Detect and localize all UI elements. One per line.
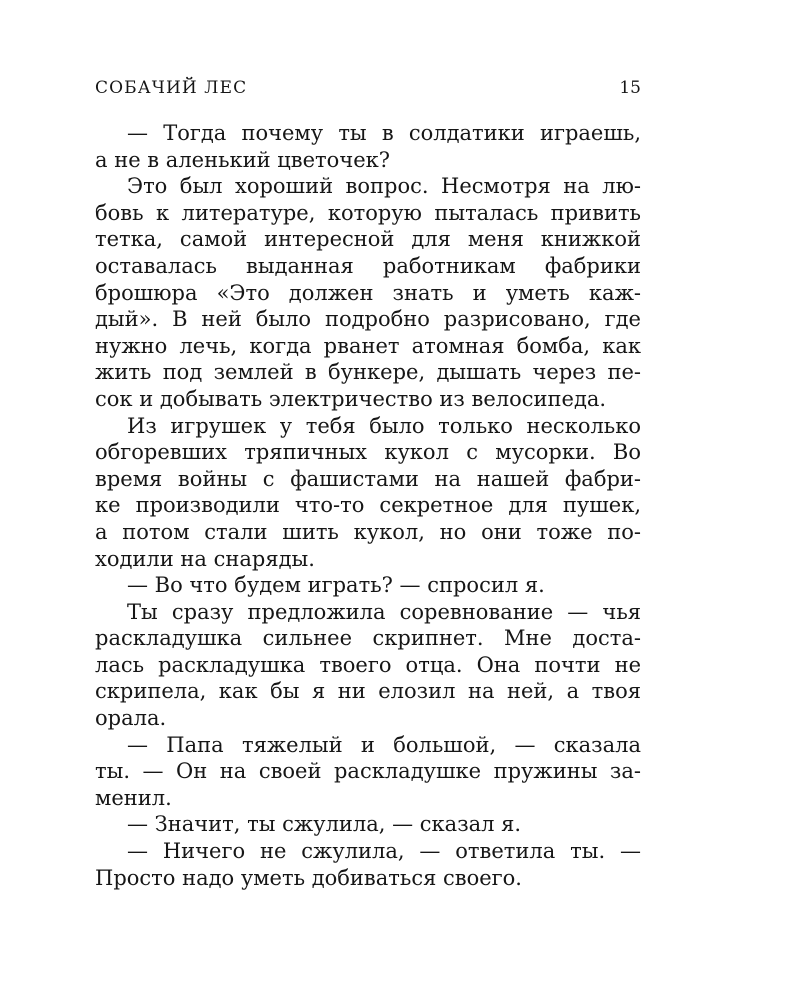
text-line: ходили на снаряды.	[95, 546, 315, 571]
text-line: орала.	[95, 706, 167, 731]
running-head	[95, 76, 641, 100]
text-line: — Во что будем играть? — спросил я.	[127, 573, 545, 598]
text-line: менил.	[95, 785, 172, 810]
text-line: дый». В ней было подробно разрисовано, где	[95, 307, 641, 332]
text-line: бовь к литературе, которую пыталась привить	[95, 200, 641, 225]
text-line: а потом стали шить кукол, но они тоже по-	[95, 519, 641, 544]
body-text	[95, 120, 641, 891]
text-line: ты. — Он на своей раскладушке пружины за-	[95, 759, 641, 784]
text-line: лась раскладушка твоего отца. Она почти не	[95, 652, 641, 677]
text-line: брошюра «Это должен знать и уметь каж-	[95, 280, 641, 305]
text-line: сок и добывать электричество из велосипеда.	[95, 386, 607, 411]
text-line: а не в аленький цветочек?	[95, 147, 391, 172]
running-title: СОБАЧИЙ ЛЕС	[95, 78, 248, 98]
text-line: Просто надо уметь добиваться своего.	[95, 865, 522, 890]
text-line: тетка, самой интересной для меня книжкой	[95, 227, 641, 252]
text-line: Ты сразу предложила соревнование — чья	[127, 599, 641, 624]
text-line: Это был хороший вопрос. Несмотря на лю-	[127, 174, 641, 199]
text-line: ке производили что-то секретное для пушек,	[95, 493, 641, 518]
text-line: оставалась выданная работникам фабрики	[95, 253, 641, 278]
text-line: Из игрушек у тебя было только несколько	[127, 413, 641, 438]
text-line: жить под землей в бункере, дышать через пе-	[95, 360, 641, 385]
text-line: обгоревших тряпичных кукол с мусорки. Во	[95, 440, 641, 465]
text-line: нужно лечь, когда рванет атомная бомба, как	[95, 333, 641, 358]
text-line: раскладушка сильнее скрипнет. Мне доста-	[95, 626, 641, 651]
text-line: — Тогда почему ты в солдатики играешь,	[127, 121, 641, 145]
text-line: — Ничего не сжулила, — ответила ты. —	[127, 839, 641, 864]
text-line: время войны с фашистами на нашей фабри-	[95, 466, 641, 491]
page-number: 15	[619, 78, 641, 98]
text-line: — Значит, ты сжулила, — сказал я.	[127, 812, 522, 837]
text-line: — Папа тяжелый и большой, — сказала	[127, 732, 641, 757]
text-line: скрипела, как бы я ни елозил на ней, а твоя	[95, 679, 641, 704]
